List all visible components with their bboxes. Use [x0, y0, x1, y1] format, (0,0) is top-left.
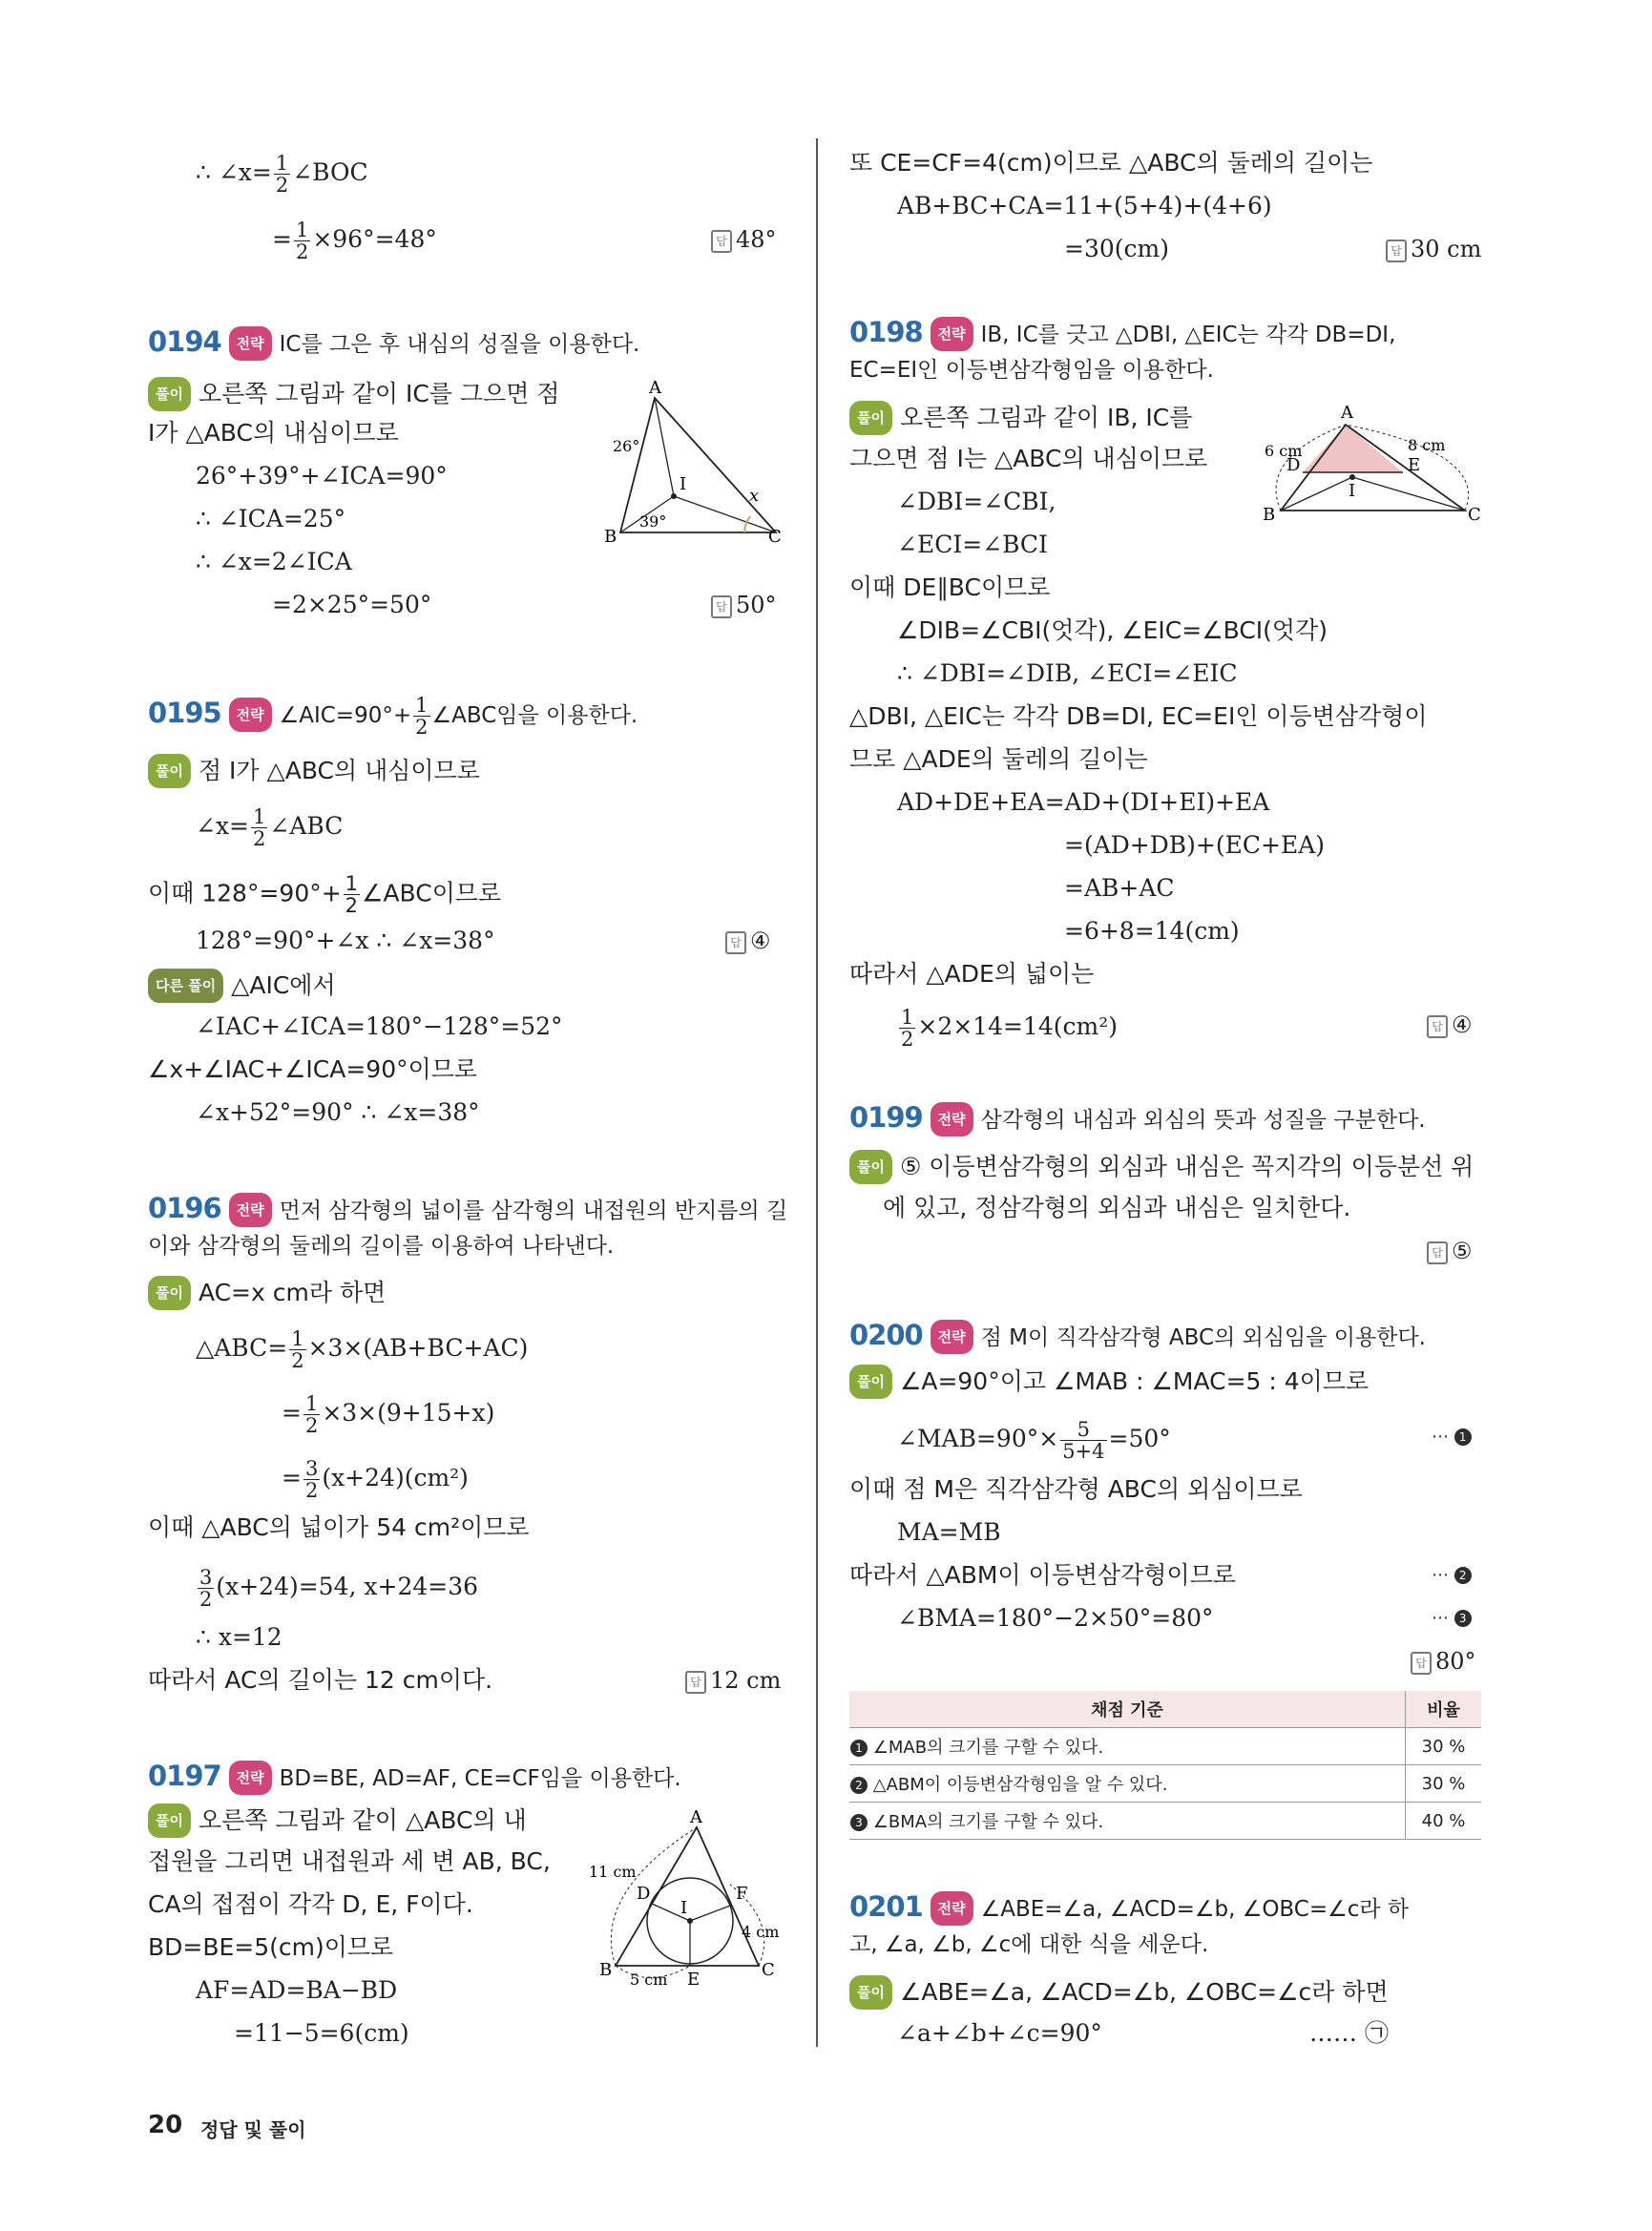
- step-marker-1: ⋯ 1: [1432, 1422, 1472, 1452]
- fig-label-a: A: [649, 378, 661, 398]
- answer-0199: 답 ⑤: [1427, 1236, 1473, 1266]
- q0200-line-2: ∠MAB=90°× $\frac{5}{5+4}$ =50°: [897, 1418, 1171, 1463]
- scoring-table-header: 채점 기준 비율: [849, 1691, 1481, 1728]
- top-line-2: = $\frac{1}{2}$ ×96°=48°: [272, 219, 437, 263]
- q0197-line-1: 접원을 그리면 내접원과 세 변 AB, BC,: [148, 1847, 551, 1875]
- answer-0200: 답 80°: [1411, 1646, 1476, 1677]
- fig-label-c: C: [762, 1960, 775, 1980]
- fig-label-i: I: [680, 474, 687, 494]
- q0198-line-7: △DBI, △EIC는 각각 DB=DI, EC=EI인 이등변삼각형이: [849, 702, 1428, 730]
- q0200-line-6: ∠BMA=180°−2×50°=80°: [897, 1604, 1214, 1632]
- q0195-header: 0195 전략 ∠AIC=90°+ $\frac{1}{2}$ ∠ABC임을 이용한다.: [148, 694, 638, 739]
- q0201-header: 0201 전략 ∠ABE=∠a, ∠ACD=∠b, ∠OBC=∠c라 하: [849, 1891, 1409, 1926]
- q0200-line-3: 이때 점 M은 직각삼각형 ABC의 외심이므로: [849, 1475, 1303, 1503]
- fig-side-11: 11 cm: [589, 1863, 637, 1881]
- fig-label-i: I: [680, 1898, 688, 1918]
- q0199-line-2: 에 있고, 정삼각형의 외심과 내심은 일치한다.: [883, 1194, 1351, 1221]
- q0196-line-1: △ABC= $\frac{1}{2}$ ×3×(AB+BC+AC): [196, 1327, 529, 1372]
- q0200-line-5: 따라서 △ABM이 이등변삼각형이므로: [849, 1561, 1236, 1589]
- fig-label-a: A: [690, 1808, 702, 1827]
- step-marker-2: ⋯ 2: [1432, 1560, 1472, 1591]
- fig-side-4: 4 cm: [742, 1923, 780, 1941]
- q0198-line-5: ∠DIB=∠CBI(엇각), ∠EIC=∠BCI(엇각): [897, 616, 1328, 644]
- q0194-line-2: 26°+39°+∠ICA=90°: [196, 462, 448, 490]
- fig-angle-39: 39°: [639, 512, 667, 531]
- q0201-line-1: 풀이 ∠ABE=∠a, ∠ACD=∠b, ∠OBC=∠c라 하면: [849, 1975, 1389, 2010]
- table-row: 1 ∠MAB의 크기를 구할 수 있다. 30 %: [849, 1728, 1481, 1765]
- triangle-figure-0198: [1260, 401, 1489, 530]
- q0194-line-1: I가 △ABC의 내심이므로: [148, 419, 399, 447]
- answer-0195: 답 ④: [725, 926, 771, 956]
- right-top-line-1: 또 CE=CF=4(cm)이므로 △ABC의 둘레의 길이는: [849, 149, 1373, 177]
- q0198-line-11: =AB+AC: [1064, 874, 1175, 902]
- q0201-tag: …… ㉠: [1309, 2019, 1389, 2047]
- q0199-line-1: 풀이 ⑤ 이등변삼각형의 외심과 내심은 꼭지각의 이등분선 위: [849, 1150, 1474, 1184]
- q0194-line-5: =2×25°=50°: [272, 591, 432, 618]
- q0197-line-2: CA의 접점이 각각 D, E, F이다.: [148, 1890, 473, 1918]
- q0198-line-10: =(AD+DB)+(EC+EA): [1064, 831, 1325, 859]
- q0197-header: 0197 전략 BD=BE, AD=AF, CE=CF임을 이용한다.: [148, 1761, 681, 1795]
- fig-label-c: C: [1468, 505, 1481, 525]
- fig-label-b: B: [604, 527, 617, 547]
- fig-label-c: C: [768, 527, 782, 547]
- table-row: 3 ∠BMA의 크기를 구할 수 있다. 40 %: [849, 1803, 1481, 1840]
- q0200-line-1: 풀이 ∠A=90°이고 ∠MAB : ∠MAC=5 : 4이므로: [849, 1365, 1369, 1399]
- top-line-1: ∴ ∠x= $\frac{1}{2}$ ∠BOC: [196, 152, 368, 197]
- q0198-line-9: AD+DE+EA=AD+(DI+EI)+EA: [897, 788, 1270, 816]
- triangle-figure-0197: [587, 1808, 792, 1990]
- q0199-header: 0199 전략 삼각형의 내심과 외심의 뜻과 성질을 구분한다.: [849, 1102, 1426, 1136]
- q0198-line-2: ∠DBI=∠CBI,: [897, 488, 1056, 515]
- scoring-table: [849, 1691, 1481, 1840]
- q0195-solve: 풀이 점 I가 △ABC의 내심이므로: [148, 754, 480, 788]
- answer-top-left: 답 48°: [711, 224, 777, 255]
- table-row: 2 △ABM이 이등변삼각형임을 알 수 있다. 30 %: [849, 1765, 1481, 1803]
- q0194-line-4: ∴ ∠x=2∠ICA: [196, 548, 352, 575]
- q0197-line-5: =11−5=6(cm): [234, 2019, 409, 2047]
- q0196-header: 0196 전략 먼저 삼각형의 넓이를 삼각형의 내접원의 반지름의 길: [148, 1193, 787, 1227]
- page-number: 20: [148, 2111, 183, 2139]
- fig-label-b: B: [599, 1960, 613, 1980]
- fig-side-5: 5 cm: [630, 1970, 668, 1989]
- q0198-line-13: 따라서 △ADE의 넓이는: [849, 960, 1095, 988]
- fig-label-a: A: [1341, 403, 1353, 423]
- fig-label-d: D: [637, 1884, 651, 1904]
- q0198-line-6: ∴ ∠DBI=∠DIB, ∠ECI=∠EIC: [897, 659, 1238, 687]
- answer-0194: 답 50°: [711, 590, 777, 620]
- q0201-header-2: 고, ∠a, ∠b, ∠c에 대한 식을 세운다.: [849, 1932, 1209, 1957]
- q0196-solve: 풀이 AC=x cm라 하면: [148, 1276, 386, 1310]
- q0196-line-4: 이때 △ABC의 넓이가 54 cm²이므로: [148, 1513, 530, 1541]
- q0196-line-2: = $\frac{1}{2}$ ×3×(9+15+x): [282, 1392, 495, 1437]
- answer-0196: 답 12 cm: [685, 1665, 781, 1696]
- q0201-line-2: ∠a+∠b+∠c=90°: [897, 2019, 1102, 2047]
- q0198-line-8: 므로 △ADE의 둘레의 길이는: [849, 745, 1148, 773]
- q0200-line-4: MA=MB: [897, 1518, 1001, 1546]
- q0195-line-3: 128°=90°+∠x ∴ ∠x=38°: [196, 927, 495, 954]
- q0198-line-1: 그으면 점 I는 △ABC의 내심이므로: [849, 445, 1208, 472]
- fig-label-i: I: [1349, 481, 1356, 501]
- answer-top-right: 답 30 cm: [1386, 234, 1481, 264]
- fig-side-8: 8 cm: [1408, 436, 1446, 454]
- q0198-solve: 풀이 오른쪽 그림과 같이 IB, IC를: [849, 401, 1192, 435]
- q0195-line-6: ∠x+52°=90° ∴ ∠x=38°: [196, 1098, 480, 1126]
- q0198-line-12: =6+8=14(cm): [1064, 917, 1240, 945]
- footer-title: 정답 및 풀이: [200, 2118, 306, 2141]
- right-top-line-2: AB+BC+CA=11+(5+4)+(4+6): [897, 192, 1272, 219]
- q0197-line-4: AF=AD=BA−BD: [196, 1976, 398, 2004]
- fig-label-e: E: [687, 1970, 701, 1990]
- q0194-solve: 풀이 오른쪽 그림과 같이 IC를 그으면 점: [148, 377, 559, 411]
- q0194-line-3: ∴ ∠ICA=25°: [196, 505, 346, 532]
- triangle-figure-0194: [601, 377, 792, 549]
- q0198-line-4: 이때 DE∥BC이므로: [849, 573, 1051, 601]
- fig-label-e: E: [1408, 455, 1421, 475]
- q0195-line-4: ∠IAC+∠ICA=180°−128°=52°: [196, 1012, 563, 1040]
- q0198-line-3: ∠ECI=∠BCI: [897, 531, 1048, 558]
- fig-label-d: D: [1286, 455, 1301, 475]
- step-marker-3: ⋯ 3: [1432, 1603, 1472, 1634]
- q0195-line-1: ∠x= $\frac{1}{2}$ ∠ABC: [196, 805, 344, 850]
- fig-label-b: B: [1263, 505, 1276, 525]
- fig-angle-26: 26°: [613, 437, 640, 455]
- q0196-line-5: $\frac{3}{2}$ (x+24)=54, x+24=36: [199, 1566, 479, 1611]
- q0195-line-5: ∠x+∠IAC+∠ICA=90°이므로: [148, 1055, 478, 1083]
- column-divider: [816, 138, 818, 2047]
- fig-label-f: F: [736, 1884, 748, 1904]
- fig-side-6: 6 cm: [1265, 442, 1303, 460]
- right-top-line-3: =30(cm): [1064, 235, 1169, 262]
- q0198-header-2: EC=EI인 이등변삼각형임을 이용한다.: [849, 358, 1214, 383]
- q0196-line-7: 따라서 AC의 길이는 12 cm이다.: [148, 1666, 493, 1694]
- q0195-line-2: 이때 128°=90°+ $\frac{1}{2}$ ∠ABC이므로: [148, 872, 502, 917]
- q0198-header: 0198 전략 IB, IC를 긋고 △DBI, △EIC는 각각 DB=DI,: [849, 317, 1395, 351]
- q0196-line-3: = $\frac{3}{2}$ (x+24)(cm²): [282, 1457, 469, 1502]
- answer-0198: 답 ④: [1427, 1010, 1473, 1040]
- q0194-header: 0194 전략 IC를 그은 후 내심의 성질을 이용한다.: [148, 326, 639, 361]
- q0197-line-3: BD=BE=5(cm)이므로: [148, 1933, 394, 1961]
- q0196-header-2: 이와 삼각형의 둘레의 길이를 이용하여 나타낸다.: [148, 1234, 615, 1259]
- q0198-area: $\frac{1}{2}$ ×2×14=14(cm²): [901, 1006, 1118, 1051]
- q0196-line-6: ∴ x=12: [196, 1623, 282, 1651]
- q0197-solve: 풀이 오른쪽 그림과 같이 △ABC의 내: [148, 1804, 527, 1838]
- q0195-alt: 다른 풀이 △AIC에서: [148, 969, 336, 1003]
- fig-label-x: x: [749, 486, 760, 506]
- q0200-header: 0200 전략 점 M이 직각삼각형 ABC의 외심임을 이용한다.: [849, 1320, 1426, 1354]
